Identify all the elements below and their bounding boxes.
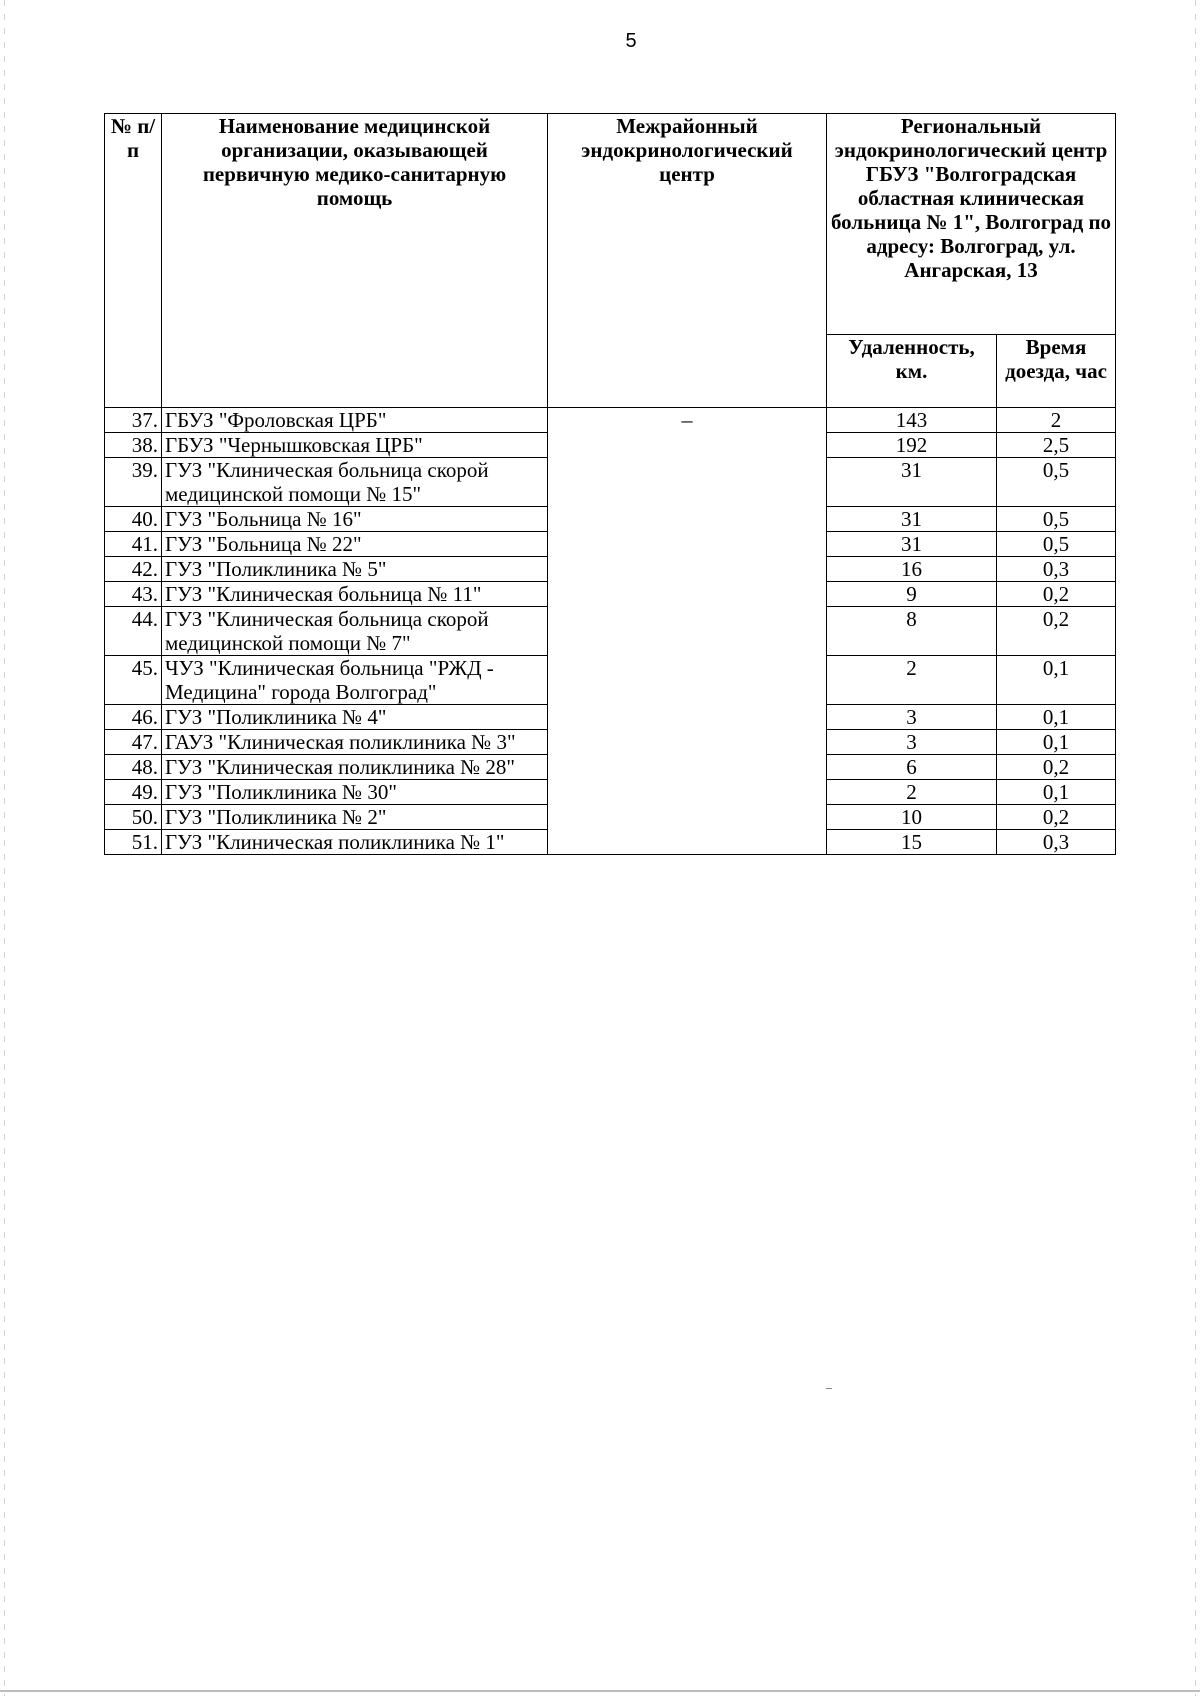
scan-speck bbox=[826, 1388, 832, 1389]
travel-time-value: 0,1 bbox=[997, 656, 1116, 705]
organization-name: ГБУЗ "Чернышковская ЦРБ" bbox=[162, 433, 548, 458]
page-number: 5 bbox=[625, 30, 637, 52]
row-number: 41. bbox=[105, 532, 162, 557]
travel-time-value: 0,5 bbox=[997, 458, 1116, 507]
distance-value: 6 bbox=[827, 755, 997, 780]
travel-time-value: 0,2 bbox=[997, 805, 1116, 830]
row-number: 39. bbox=[105, 458, 162, 507]
travel-time-value: 0,5 bbox=[997, 532, 1116, 557]
travel-time-value: 0,2 bbox=[997, 607, 1116, 656]
travel-time-value: 0,2 bbox=[997, 582, 1116, 607]
organizations-table bbox=[104, 113, 1116, 855]
distance-value: 3 bbox=[827, 730, 997, 755]
travel-time-value: 0,3 bbox=[997, 557, 1116, 582]
organization-name: ГУЗ "Клиническая поликлиника № 1" bbox=[162, 830, 548, 855]
scan-edge-left bbox=[4, 0, 5, 1696]
row-number: 42. bbox=[105, 557, 162, 582]
header-interdistrict-center: Межрайонный эндокринологический центр bbox=[548, 114, 827, 408]
distance-value: 16 bbox=[827, 557, 997, 582]
row-number: 43. bbox=[105, 582, 162, 607]
row-number: 40. bbox=[105, 507, 162, 532]
travel-time-value: 0,2 bbox=[997, 755, 1116, 780]
distance-value: 10 bbox=[827, 805, 997, 830]
row-number: 47. bbox=[105, 730, 162, 755]
organization-name: ГУЗ "Клиническая поликлиника № 28" bbox=[162, 755, 548, 780]
distance-value: 3 bbox=[827, 705, 997, 730]
organization-name: ЧУЗ "Клиническая больница "РЖД - Медицина" города Волгоград" bbox=[162, 656, 548, 705]
organization-name: ГУЗ "Поликлиника № 5" bbox=[162, 557, 548, 582]
organization-name: ГУЗ "Клиническая больница № 11" bbox=[162, 582, 548, 607]
travel-time-value: 0,1 bbox=[997, 780, 1116, 805]
organization-name: ГУЗ "Клиническая больница скорой медицинской помощи № 15" bbox=[162, 458, 548, 507]
distance-value: 9 bbox=[827, 582, 997, 607]
row-number: 49. bbox=[105, 780, 162, 805]
header-regional-center: Региональный эндокринологический центр ГБУЗ "Волгоградская областная клиническая больница № 1", Волгоград по адресу: Волгоград, ул. Ангарская, 13 bbox=[827, 114, 1116, 335]
travel-time-value: 0,5 bbox=[997, 507, 1116, 532]
travel-time-value: 2 bbox=[997, 408, 1116, 433]
distance-value: 31 bbox=[827, 532, 997, 557]
travel-time-value: 0,3 bbox=[997, 830, 1116, 855]
header-travel-time: Время доезда, час bbox=[997, 335, 1116, 408]
organization-name: ГУЗ "Поликлиника № 4" bbox=[162, 705, 548, 730]
travel-time-value: 0,1 bbox=[997, 705, 1116, 730]
organization-name: ГУЗ "Клиническая больница скорой медицинской помощи № 7" bbox=[162, 607, 548, 656]
row-number: 37. bbox=[105, 408, 162, 433]
row-number: 44. bbox=[105, 607, 162, 656]
organization-name: ГАУЗ "Клиническая поликлиника № 3" bbox=[162, 730, 548, 755]
organization-name: ГУЗ "Больница № 22" bbox=[162, 532, 548, 557]
organization-name: ГУЗ "Больница № 16" bbox=[162, 507, 548, 532]
distance-value: 2 bbox=[827, 780, 997, 805]
distance-value: 31 bbox=[827, 507, 997, 532]
row-number: 45. bbox=[105, 656, 162, 705]
row-number: 48. bbox=[105, 755, 162, 780]
header-distance: Удаленность, км. bbox=[827, 335, 997, 408]
organization-name: ГБУЗ "Фроловская ЦРБ" bbox=[162, 408, 548, 433]
distance-value: 2 bbox=[827, 656, 997, 705]
header-number: № п/п bbox=[105, 114, 162, 408]
distance-value: 192 bbox=[827, 433, 997, 458]
row-number: 51. bbox=[105, 830, 162, 855]
header-organization-name: Наименование медицинской организации, оказывающей первичную медико-санитарную помощь bbox=[162, 114, 548, 408]
row-number: 46. bbox=[105, 705, 162, 730]
scan-edge-right bbox=[1195, 0, 1196, 1696]
organization-name: ГУЗ "Поликлиника № 2" bbox=[162, 805, 548, 830]
organization-name: ГУЗ "Поликлиника № 30" bbox=[162, 780, 548, 805]
scan-bottom-edge bbox=[0, 1690, 1200, 1692]
distance-value: 31 bbox=[827, 458, 997, 507]
interdistrict-center-value: – bbox=[548, 408, 827, 855]
table-body bbox=[105, 408, 1116, 855]
distance-value: 143 bbox=[827, 408, 997, 433]
row-number: 38. bbox=[105, 433, 162, 458]
distance-value: 15 bbox=[827, 830, 997, 855]
row-number: 50. bbox=[105, 805, 162, 830]
table-row bbox=[105, 408, 1116, 433]
travel-time-value: 0,1 bbox=[997, 730, 1116, 755]
travel-time-value: 2,5 bbox=[997, 433, 1116, 458]
distance-value: 8 bbox=[827, 607, 997, 656]
